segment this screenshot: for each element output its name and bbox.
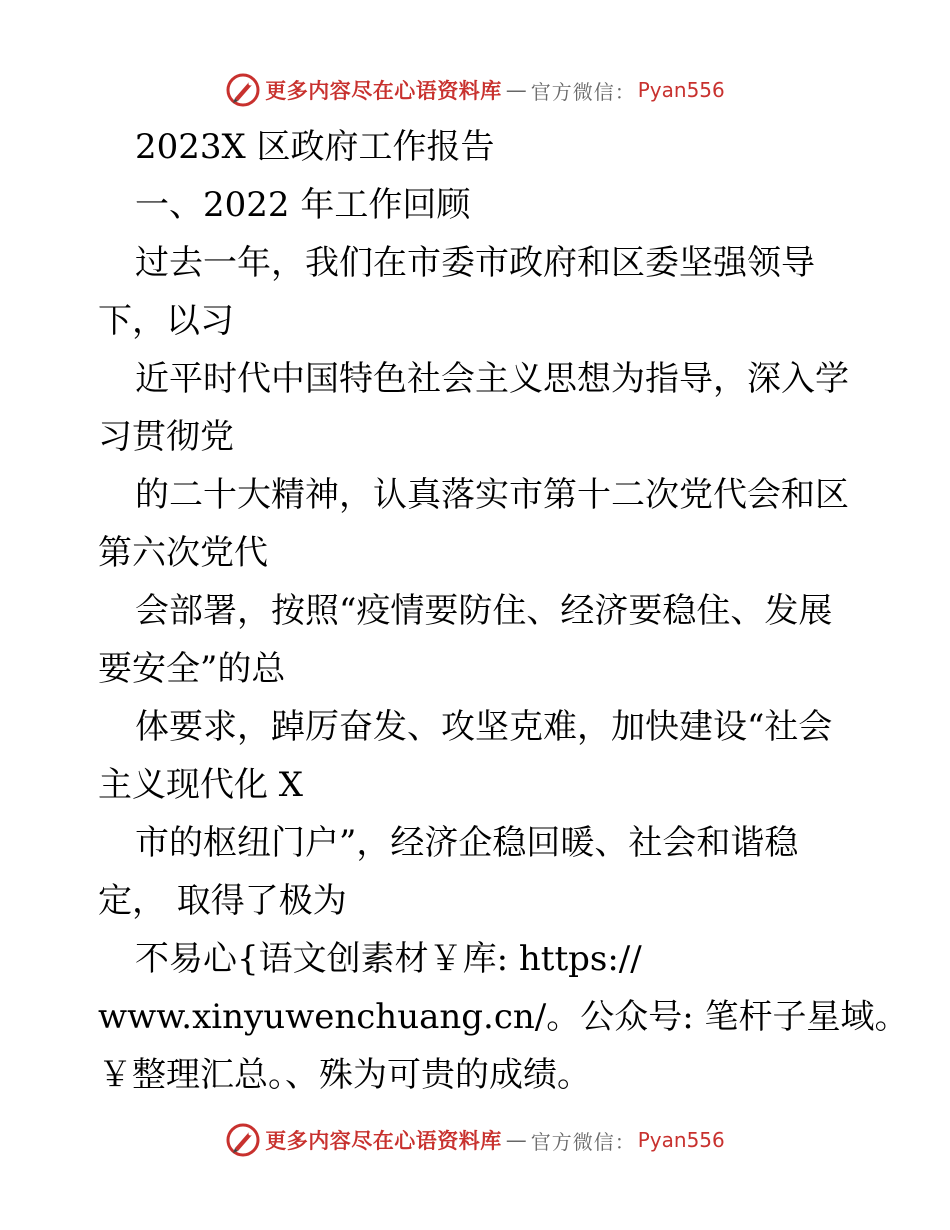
paragraph-line: 过去一年，我们在市委市政府和区委坚强领导 — [135, 243, 815, 283]
watermark-banner-bottom — [0, 1120, 950, 1160]
paragraph-line: 不易心{语文创素材￥库: https:// — [135, 939, 642, 979]
paragraph-line: 定， 取得了极为 — [98, 881, 347, 921]
watermark-main-text: 更多内容尽在心语资料库 — [265, 79, 502, 103]
paragraph-line: 市的枢纽门户”，经济企稳回暖、社会和谐稳 — [135, 823, 799, 863]
paragraph-line: ￥整理汇总。、殊为可贵的成绩。 — [98, 1055, 591, 1095]
watermark-separator: — — [505, 1128, 527, 1152]
watermark-main-text: 更多内容尽在心语资料库 — [265, 1129, 502, 1153]
section-heading: 一、2022 年工作回顾 — [135, 185, 471, 225]
paragraph-line: 会部署，按照“疫情要防住、经济要稳住、发展 — [135, 591, 833, 631]
paragraph-line: 第六次党代 — [98, 533, 268, 573]
paragraph-line: 近平时代中国特色社会主义思想为指导，深入学 — [135, 359, 849, 399]
paragraph-line: www.xinyuwenchuang.cn/。公众号: 笔杆子星域。 — [98, 997, 909, 1037]
paragraph-line: 主义现代化 X — [98, 765, 304, 805]
watermark-separator: — — [505, 78, 527, 102]
paragraph-line: 体要求，踔厉奋发、攻坚克难，加快建设“社会 — [135, 707, 833, 747]
paragraph-line: 下，以习 — [98, 301, 234, 341]
document-title: 2023X 区政府工作报告 — [135, 127, 495, 167]
watermark-wechat-handle: Pyan556 — [637, 1128, 725, 1152]
paragraph-line: 习贯彻党 — [98, 417, 234, 457]
watermark-wechat-label: 官方微信： — [530, 79, 636, 104]
pen-logo-icon — [225, 1122, 261, 1158]
watermark-wechat-label: 官方微信： — [530, 1129, 636, 1154]
paragraph-line: 的二十大精神，认真落实市第十二次党代会和区 — [135, 475, 849, 515]
paragraph-line: 要安全”的总 — [98, 649, 286, 689]
watermark-wechat-handle: Pyan556 — [637, 78, 725, 102]
